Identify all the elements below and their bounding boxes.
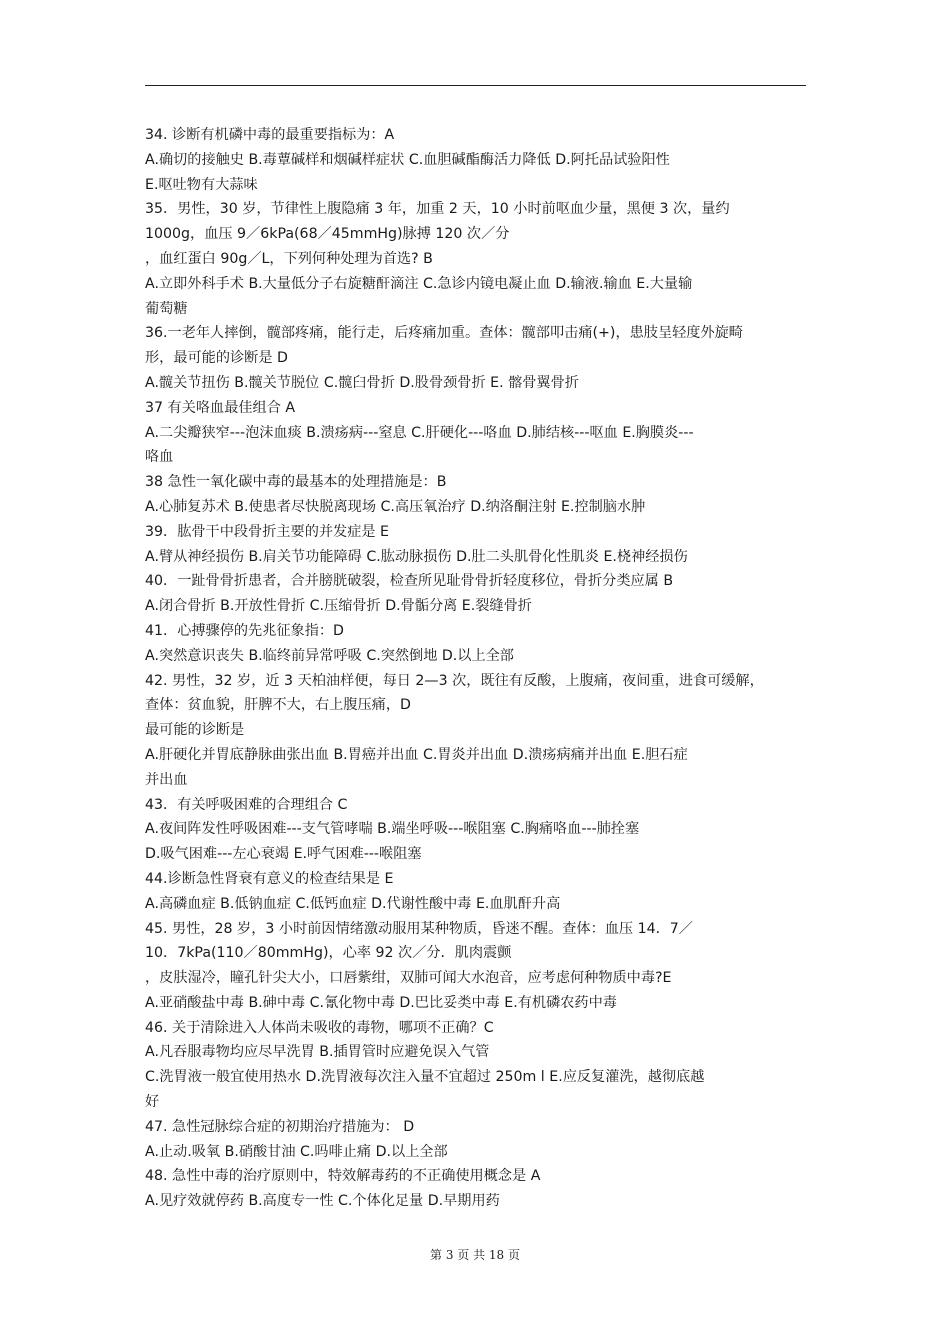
text-line: A.髋关节扭伤 B.髋关节脱位 C.髋臼骨折 D.股骨颈骨折 E. 髂骨翼骨折 bbox=[145, 374, 579, 391]
text-line: 咯血 bbox=[145, 449, 174, 466]
text-line: 39．肱骨干中段骨折主要的并发症是 E bbox=[145, 523, 389, 540]
text-line: 最可能的诊断是 bbox=[145, 722, 245, 739]
text-line: 38 急性一氧化碳中毒的最基本的处理措施是：B bbox=[145, 474, 447, 491]
text-line: A.高磷血症 B.低钠血症 C.低钙血症 D.代谢性酸中毒 E.血肌酐升高 bbox=[145, 895, 561, 912]
text-line: A.立即外科手术 B.大量低分子右旋糖酐滴注 C.急诊内镜电凝止血 D.输液.输血 E.大量输 bbox=[145, 275, 693, 292]
text-line: C.洗胃液一般宜使用热水 D.洗胃液每次注入量不宜超过 250m l E.应反复灌洗，越彻底越 bbox=[145, 1069, 705, 1086]
text-line: 40．一趾骨骨折患者，合并膀胱破裂，检查所见耻骨骨折轻度移位，骨折分类应属 B bbox=[145, 573, 674, 590]
text-line: 42. 男性，32 岁，近 3 天柏油样便，每日 2—3 次，既往有反酸，上腹痛，夜间重，进食可缓解， bbox=[145, 672, 764, 689]
text-line: A.突然意识丧失 B.临终前异常呼吸 C.突然倒地 D.以上全部 bbox=[145, 647, 514, 664]
text-line: 36.一老年人摔倒，髋部疼痛，能行走，后疼痛加重。查体：髋部叩击痛(+)，患肢呈轻度外旋畸 bbox=[145, 325, 743, 342]
text-line: 46. 关于清除进入人体尚未吸收的毒物，哪项不正确？C bbox=[145, 1019, 494, 1036]
text-line: 43．有关呼吸困难的合理组合 C bbox=[145, 796, 348, 813]
text-line: A.亚硝酸盐中毒 B.砷中毒 C.氰化物中毒 D.巴比妥类中毒 E.有机磷农药中毒 bbox=[145, 994, 617, 1011]
page-footer: 第 3 页 共 18 页 bbox=[430, 1248, 520, 1262]
text-line: 41．心搏骤停的先兆征象指：D bbox=[145, 622, 344, 639]
text-line: A.二尖瓣狭窄---泡沫血痰 B.溃疡病---窒息 C.肝硬化---咯血 D.肺结核---呕血 E.胸膜炎--- bbox=[145, 424, 694, 441]
text-line: E.呕吐物有大蒜味 bbox=[145, 176, 258, 193]
text-line: A.见疗效就停药 B.高度专一性 C.个体化足量 D.早期用药 bbox=[145, 1193, 500, 1210]
text-line: A.臂从神经损伤 B.肩关节功能障碍 C.肱动脉损伤 D.肚二头肌骨化性肌炎 E.桡神经损伤 bbox=[145, 548, 688, 565]
text-line: 35．男性，30 岁，节律性上腹隐痛 3 年，加重 2 天，10 小时前呕血少量，黑便 3 次，量约 bbox=[145, 201, 730, 218]
text-line: A.凡吞服毒物均应尽早洗胃 B.插胃管时应避免误入气管 bbox=[145, 1044, 490, 1061]
text-line: 37 有关咯血最佳组合 A bbox=[145, 399, 296, 416]
text-line: 并出血 bbox=[145, 771, 188, 788]
text-line: 48. 急性中毒的治疗原则中，特效解毒药的不正确使用概念是 A bbox=[145, 1168, 541, 1185]
text-line: 34. 诊断有机磷中毒的最重要指标为：A bbox=[145, 127, 395, 143]
text-line: 查体：贫血貌，肝脾不大，右上腹压痛，D bbox=[145, 697, 411, 714]
text-line: A.确切的接触史 B.毒蕈碱样和烟碱样症状 C.血胆碱酯酶活力降低 D.阿托品试验阳性 bbox=[145, 151, 670, 168]
text-line: 47. 急性冠脉综合症的初期治疗措施为： D bbox=[145, 1118, 415, 1135]
text-line: ，血红蛋白 90g／L，下列何种处理为首选? B bbox=[145, 250, 433, 267]
text-line: 45. 男性，28 岁，3 小时前因情绪激动服用某种物质，昏迷不醒。查体：血压 14．7／ bbox=[145, 920, 693, 937]
text-line: 44.诊断急性肾衰有意义的检查结果是 E bbox=[145, 870, 394, 887]
text-line: 好 bbox=[145, 1094, 160, 1111]
text-line: A.闭合骨折 B.开放性骨折 C.压缩骨折 D.骨骺分离 E.裂缝骨折 bbox=[145, 598, 532, 615]
text-line: 10．7kPa(110／80mmHg)，心率 92 次／分．肌肉震颤 bbox=[145, 945, 512, 962]
header-rule bbox=[145, 85, 806, 86]
text-line: ，皮肤湿冷，瞳孔针尖大小，口唇紫绀，双肺可闻大水泡音，应考虑何种物质中毒?E bbox=[145, 970, 672, 987]
text-line: D.吸气困难---左心衰竭 E.呼气困难---喉阻塞 bbox=[145, 846, 422, 863]
text-line: A.心肺复苏术 B.使患者尽快脱离现场 C.高压氧治疗 D.纳洛酮注射 E.控制脑水肿 bbox=[145, 498, 646, 515]
text-line: A.肝硬化并胃底静脉曲张出血 B.胃癌并出血 C.胃炎并出血 D.溃疡病痛并出血 E.胆石症 bbox=[145, 746, 688, 763]
question-body bbox=[145, 123, 810, 1214]
text-line: A.止动.吸氧 B.硝酸甘油 C.吗啡止痛 D.以上全部 bbox=[145, 1143, 448, 1160]
text-line: 1000g，血压 9／6kPa(68／45mmHg)脉搏 120 次／分 bbox=[145, 226, 510, 243]
text-line: 形，最可能的诊断是 D bbox=[145, 350, 288, 367]
text-line: A.夜间阵发性呼吸困难---支气管哮喘 B.端坐呼吸---喉阻塞 C.胸痛咯血---肺拴塞 bbox=[145, 821, 640, 838]
text-line: 葡萄糖 bbox=[145, 300, 188, 317]
